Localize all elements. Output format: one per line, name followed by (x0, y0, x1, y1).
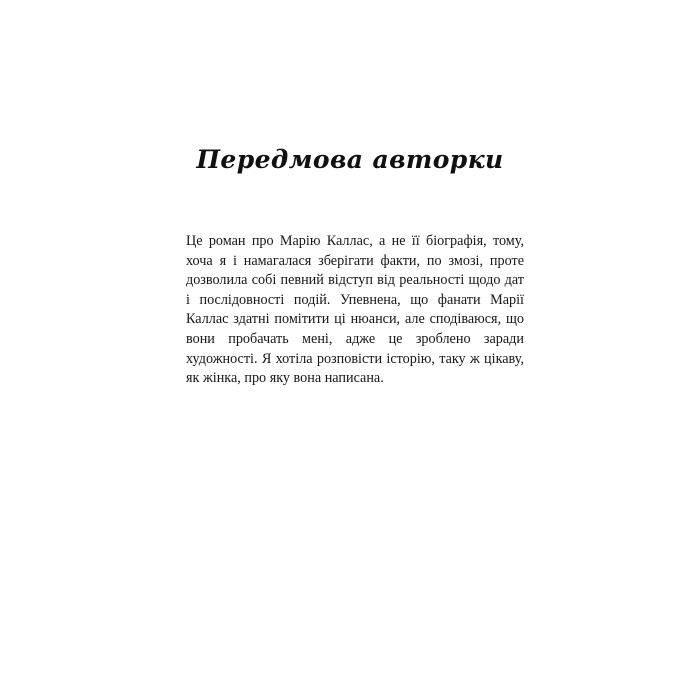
foreword-paragraph: Це роман про Марію Каллас, а не її біографія, тому, хоча я і намагалася зберігати факти, по змозі, проте дозволила собі певний відступ від реальності щодо дат і послідовності подій. Упевнена, що фанати Марії Каллас здатні помітити ці нюанси, але сподіваюся, що вони пробачать мені, адже це зроблено заради художності. Я хотіла розповісти історію, таку ж цікаву, як жінка, про яку вона написана. (186, 233, 524, 387)
page-title: Передмова авторки (196, 144, 504, 174)
body-text-block (186, 232, 524, 389)
